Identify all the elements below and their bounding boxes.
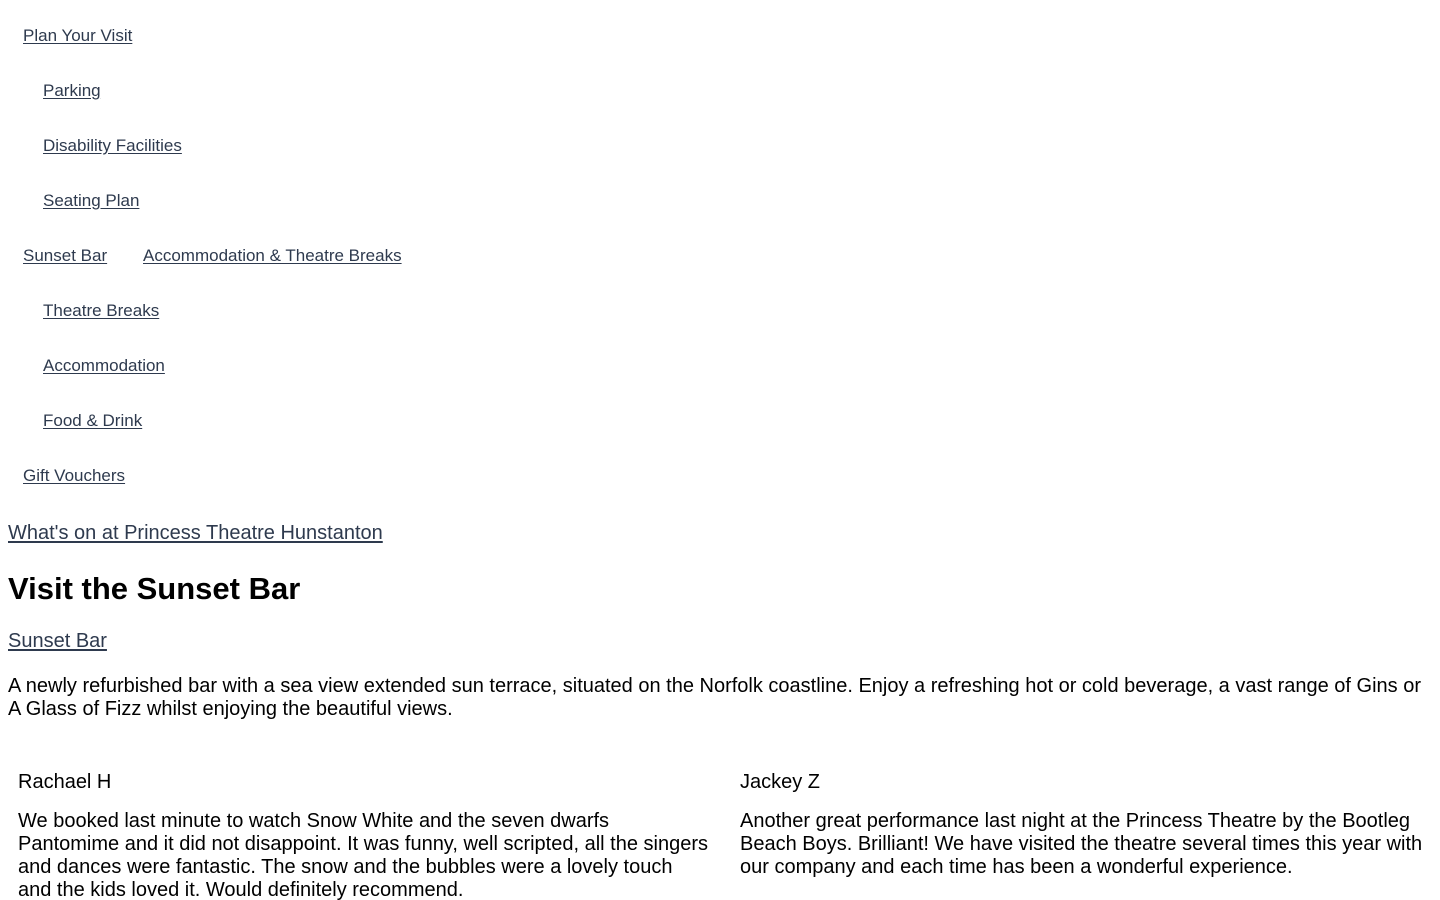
review-card (18, 768, 708, 900)
nav-gift-vouchers[interactable]: Gift Vouchers (23, 466, 126, 485)
review-author: Jackey Z (740, 771, 821, 793)
nav-seating-plan[interactable]: Seating Plan (43, 191, 140, 210)
review-author: Rachael H (18, 771, 112, 793)
nav-plan-your-visit[interactable]: Plan Your Visit (23, 26, 133, 45)
intro-paragraph: A newly refurbished bar with a sea view extended sun terrace, situated on the Norfolk coastline. Enjoy a refreshing hot or cold beverage, a vast range of Gins or A Glass of Fizz whilst enjoying the beautiful views. (8, 675, 1422, 720)
nav-parking[interactable]: Parking (43, 81, 101, 100)
nav-disability-facilities[interactable]: Disability Facilities (43, 136, 182, 155)
nav-theatre-breaks[interactable]: Theatre Breaks (43, 301, 160, 320)
nav-accommodation[interactable]: Accommodation (43, 356, 165, 375)
sunset-bar-link[interactable]: Sunset Bar (8, 630, 107, 652)
nav-accommodation-theatre-breaks[interactable]: Accommodation & Theatre Breaks (143, 246, 402, 265)
page-title: Visit the Sunset Bar (8, 571, 301, 606)
review-text: We booked last minute to watch Snow White and the seven dwarfs Pantomime and it did not disappoint. It was funny, well scripted, all the singers and dances were fantastic. The snow and the bubbles were a lovely touch and the kids loved it. Would definitely recommend. (18, 810, 708, 900)
review-card (740, 768, 1430, 879)
whats-on-link[interactable]: What's on at Princess Theatre Hunstanton (8, 522, 383, 544)
nav-sunset-bar[interactable]: Sunset Bar (23, 246, 108, 265)
review-text: Another great performance last night at the Princess Theatre by the Bootleg Beach Boys. Brilliant! We have visited the theatre several times this year with our company and each time has been a wonderful experience. (740, 810, 1423, 878)
nav-food-drink[interactable]: Food & Drink (43, 411, 143, 430)
